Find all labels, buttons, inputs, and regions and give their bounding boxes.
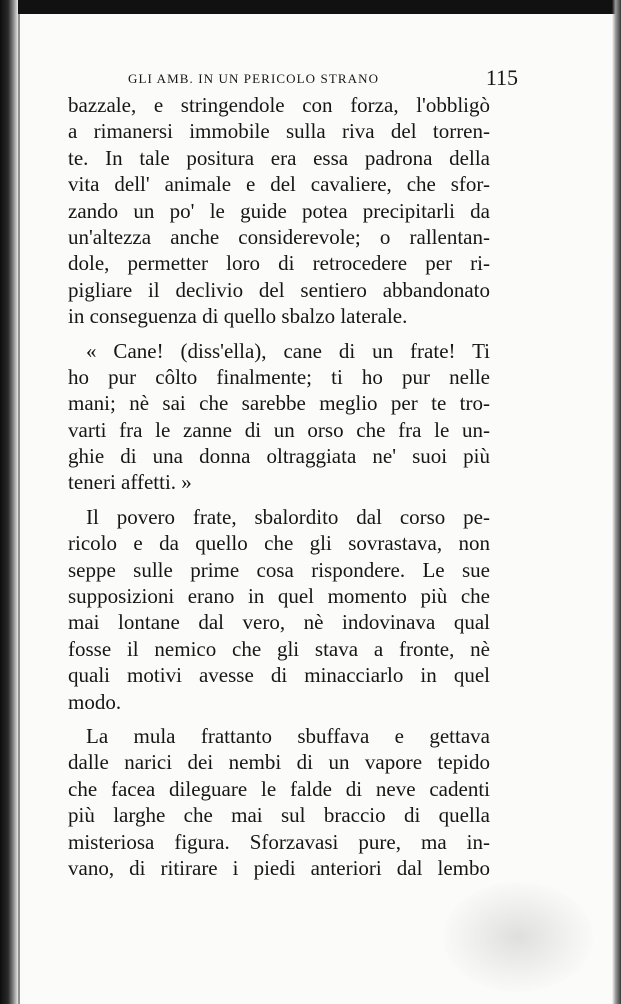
text-line: un'altezza anche considerevole; o rallentan- — [68, 224, 490, 249]
text-line: ho pur côlto finalmente; ti ho pur nelle — [68, 364, 490, 389]
paper-stain — [443, 882, 593, 992]
text-line: te. In tale positura era essa padrona della — [68, 145, 490, 170]
text-line: a rimanersi immobile sulla riva del torren- — [68, 119, 490, 144]
text-line: seppe sulle prime cosa rispondere. Le sue — [68, 557, 490, 582]
scan-binding-shadow — [0, 0, 18, 1004]
text-line: ricolo e da quello che gli sovrastava, non — [68, 531, 490, 556]
paragraph — [68, 338, 490, 496]
scan-top-border — [0, 0, 621, 14]
text-line: Il povero frate, sbalordito dal corso pe- — [86, 504, 490, 529]
text-line: vano, di ritirare i piedi anteriori dal lembo — [68, 855, 490, 880]
text-line: varti fra le zanne di un orso che fra le un- — [68, 417, 490, 442]
text-line: supposizioni erano in quel momento più che — [68, 584, 490, 609]
text-line: mai lontane dal vero, nè indovinava qual — [68, 610, 490, 635]
text-line: « Cane! (diss'ella), cane di un frate! Ti — [86, 338, 490, 363]
text-line: in conseguenza di quello sbalzo laterale. — [68, 304, 408, 329]
page-header — [128, 67, 518, 93]
text-line: modo. — [68, 689, 122, 714]
paragraph — [68, 504, 490, 715]
text-line: ghie di una donna oltraggiata ne' suoi più — [68, 444, 490, 469]
running-head: GLI AMB. IN UN PERICOLO STRANO — [128, 71, 380, 86]
text-line: zando un po' le guide potea precipitarli da — [68, 198, 490, 223]
text-line: che facea dileguare le falde di neve cadenti — [68, 776, 490, 801]
page-edge-line — [18, 14, 20, 1004]
body-text — [68, 92, 490, 881]
text-line: vita dell' animale e del cavaliere, che sfor- — [68, 172, 490, 197]
text-line: pigliare il declivio del sentiero abbandonato — [68, 277, 490, 302]
text-line: quali motivi avesse di minacciarlo in quel — [68, 663, 490, 688]
text-line: dole, permetter loro di retrocedere per ri- — [68, 251, 490, 276]
text-line: misteriosa figura. Sforzavasi pure, ma in- — [68, 829, 490, 854]
text-line: fosse il nemico che gli stava a fronte, nè — [68, 636, 490, 661]
text-line: bazzale, e stringendole con forza, l'obbligò — [68, 93, 490, 117]
paragraph — [68, 723, 490, 881]
text-line: mani; nè sai che sarebbe meglio per te tro- — [68, 391, 490, 416]
text-line: La mula frattanto sbuffava e gettava — [86, 723, 490, 748]
paragraph — [68, 92, 490, 330]
text-line: dalle narici dei nembi di un vapore tepido — [68, 750, 490, 775]
text-line: teneri affetti. » — [68, 470, 192, 495]
scan-right-shadow — [612, 0, 621, 1004]
page-number: 115 — [485, 65, 518, 90]
text-line: più larghe che mai sul braccio di quella — [68, 803, 490, 828]
